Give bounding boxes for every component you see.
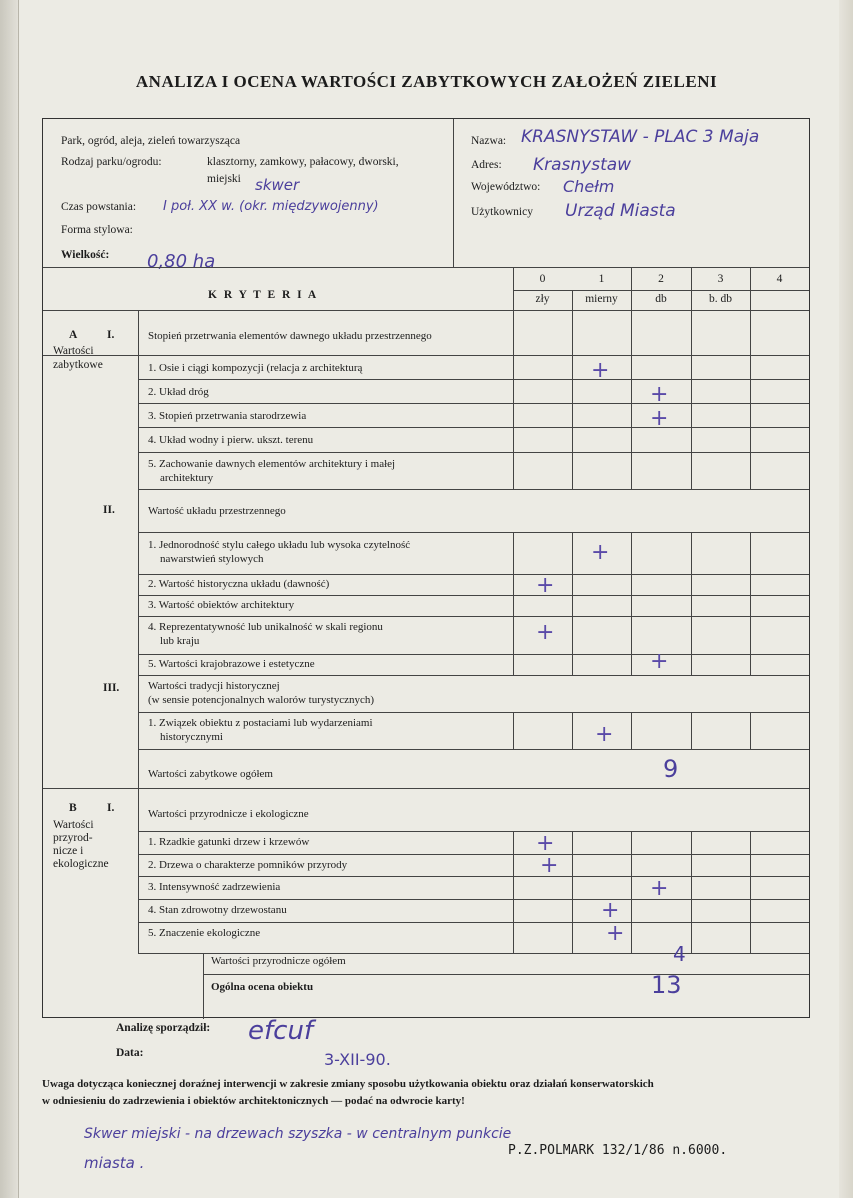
total-ogolna-value: 13: [651, 971, 682, 999]
group-a1: Stopień przetrwania elementów dawnego układu przestrzennego: [148, 330, 432, 342]
section-a-code: A: [69, 329, 78, 341]
mark-a2-4: +: [536, 620, 555, 645]
score-col-1-label: mierny: [585, 293, 618, 305]
criterion-a1-3: 3. Stopień przetrwania starodrzewia: [148, 410, 307, 422]
assessment-form: [42, 118, 810, 1018]
czas-value: I poł. XX w. (okr. międzywojenny): [163, 199, 379, 214]
wielkosc-label: Wielkość:: [61, 249, 110, 261]
rodzaj-options: klasztorny, zamkowy, pałacowy, dworski,: [207, 156, 399, 168]
mark-a2-5: +: [650, 649, 669, 674]
criterion-b1-4: 4. Stan zdrowotny drzewostanu: [148, 904, 287, 916]
group-b1: Wartości przyrodnicze i ekologiczne: [148, 808, 309, 820]
nazwa-value: KRASNYSTAW - PLAC 3 Maja: [521, 127, 760, 147]
binding-spine: [0, 0, 19, 1198]
criterion-a2-2: 2. Wartość historyczna układu (dawność): [148, 578, 330, 590]
adres-label: Adres:: [471, 159, 502, 171]
criterion-a1-5-cont: architektury: [160, 472, 214, 484]
section-b-code: B: [69, 802, 77, 814]
score-col-1-num: 1: [598, 273, 605, 285]
mark-a3-1: +: [595, 722, 614, 747]
rodzaj-value: skwer: [255, 176, 300, 194]
section-a-name: Wartości: [53, 345, 94, 357]
mark-a1-3: +: [650, 406, 669, 431]
criterion-a1-4: 4. Układ wodny i pierw. ukszt. terenu: [148, 434, 314, 446]
criterion-a1-2: 2. Układ dróg: [148, 386, 209, 398]
nazwa-label: Nazwa:: [471, 135, 507, 147]
score-col-3-label: b. db: [709, 293, 732, 305]
mark-b1-3: +: [650, 876, 669, 901]
data-label: Data:: [116, 1047, 144, 1059]
total-zabytkowe-value: 9: [663, 755, 679, 783]
group-a3-sub: (w sensie potencjonalnych walorów turystycznych): [148, 694, 375, 706]
criterion-a1-1: 1. Osie i ciągi kompozycji (relacja z architekturą: [148, 362, 363, 374]
note-line-1: Skwer miejski - na drzewach szyszka - w centralnym punkcie: [84, 1126, 512, 1142]
czas-label: Czas powstania:: [61, 201, 137, 213]
total-zabytkowe-label: Wartości zabytkowe ogółem: [148, 768, 273, 780]
criterion-a1-5: 5. Zachowanie dawnych elementów architektury i małej: [148, 458, 396, 470]
adres-value: Krasnystaw: [533, 155, 632, 175]
uwaga-line-1: Uwaga dotycząca koniecznej doraźnej interwencji w zakresie zmiany sposobu użytkowania obiektu oraz działań konserwatorskich: [42, 1078, 654, 1090]
mark-a2-1: +: [591, 540, 610, 565]
total-przyrodnicze-value: 4: [673, 942, 686, 966]
criterion-b1-2: 2. Drzewa o charakterze pomników przyrody: [148, 859, 348, 871]
forma-label: Forma stylowa:: [61, 224, 133, 236]
total-ogolna-label: Ogólna ocena obiektu: [211, 981, 314, 993]
section-b-name-2: przyrod-: [53, 832, 93, 844]
data-value: 3-XII-90.: [324, 1050, 391, 1069]
section-b-name-4: ekologiczne: [53, 858, 109, 870]
wojewodztwo-value: Chełm: [563, 177, 615, 196]
score-col-0-label: zły: [535, 293, 550, 305]
section-b-roman: I.: [107, 802, 115, 814]
criterion-a2-5: 5. Wartości krajobrazowe i estetyczne: [148, 658, 315, 670]
criterion-a2-3: 3. Wartość obiektów architektury: [148, 599, 295, 611]
score-col-4-num: 4: [776, 273, 783, 285]
criterion-a2-4: 4. Reprezentatywność lub unikalność w skali regionu: [148, 621, 383, 633]
roman-iii: III.: [103, 682, 120, 694]
score-col-0-num: 0: [539, 273, 546, 285]
signature: efcuf: [248, 1016, 314, 1046]
score-col-2-num: 2: [658, 273, 664, 285]
park-label: Park, ogród, aleja, zieleń towarzysząca: [61, 135, 241, 147]
mark-a1-1: +: [591, 358, 610, 383]
criterion-b1-1: 1. Rzadkie gatunki drzew i krzewów: [148, 836, 310, 848]
group-a2: Wartość układu przestrzennego: [148, 505, 286, 517]
criterion-b1-3: 3. Intensywność zadrzewienia: [148, 881, 281, 893]
score-col-2-label: db: [655, 293, 667, 305]
analize-label: Analizę sporządził:: [116, 1022, 211, 1034]
roman-ii: II.: [103, 504, 115, 516]
uzytkownicy-value: Urząd Miasta: [565, 201, 676, 221]
section-a-name-2: zabytkowe: [53, 359, 103, 371]
rodzaj-options-miejski: miejski: [207, 173, 241, 185]
printer-code: P.Z.POLMARK 132/1/86 n.6000.: [508, 1143, 728, 1158]
criterion-a2-4-cont: lub kraju: [160, 635, 200, 647]
section-b-name-3: nicze i: [53, 845, 84, 857]
header-divider: [453, 119, 454, 267]
kryteria-label: K R Y T E R I A: [208, 289, 319, 301]
criterion-a2-1-cont: nawarstwień stylowych: [160, 553, 264, 565]
mark-b1-1: +: [536, 831, 555, 856]
note-line-2: miasta .: [84, 1154, 145, 1172]
mark-b1-2: +: [540, 853, 559, 878]
criterion-a2-1: 1. Jednorodność stylu całego układu lub wysoka czytelność: [148, 539, 411, 551]
mark-b1-5: +: [606, 921, 625, 946]
mark-a1-2: +: [650, 382, 669, 407]
section-b-name: Wartości: [53, 819, 94, 831]
mark-b1-4: +: [601, 898, 620, 923]
mark-a2-2: +: [536, 573, 555, 598]
wojewodztwo-label: Województwo:: [471, 181, 541, 193]
section-a-roman: I.: [107, 329, 115, 341]
criterion-b1-5: 5. Znaczenie ekologiczne: [148, 927, 261, 939]
uwaga-line-2: w odniesieniu do zadrzewienia i obiektów architektonicznych — podać na odwrocie karty!: [42, 1095, 465, 1107]
criterion-a3-1: 1. Związek obiektu z postaciami lub wydarzeniami: [148, 717, 373, 729]
wielkosc-value: 0,80 ha: [147, 251, 216, 272]
group-a3: Wartości tradycji historycznej: [148, 680, 280, 692]
uzytkownicy-label: Użytkownicy: [471, 206, 533, 218]
score-col-3-num: 3: [717, 273, 724, 285]
page-title: ANALIZA I OCENA WARTOŚCI ZABYTKOWYCH ZAŁOŻEŃ ZIELENI: [135, 72, 718, 91]
page-edge: [839, 0, 853, 1198]
total-przyrodnicze-label: Wartości przyrodnicze ogółem: [211, 955, 346, 967]
criterion-a3-1-cont: historycznymi: [160, 731, 223, 743]
rodzaj-label: Rodzaj parku/ogrodu:: [61, 156, 162, 168]
